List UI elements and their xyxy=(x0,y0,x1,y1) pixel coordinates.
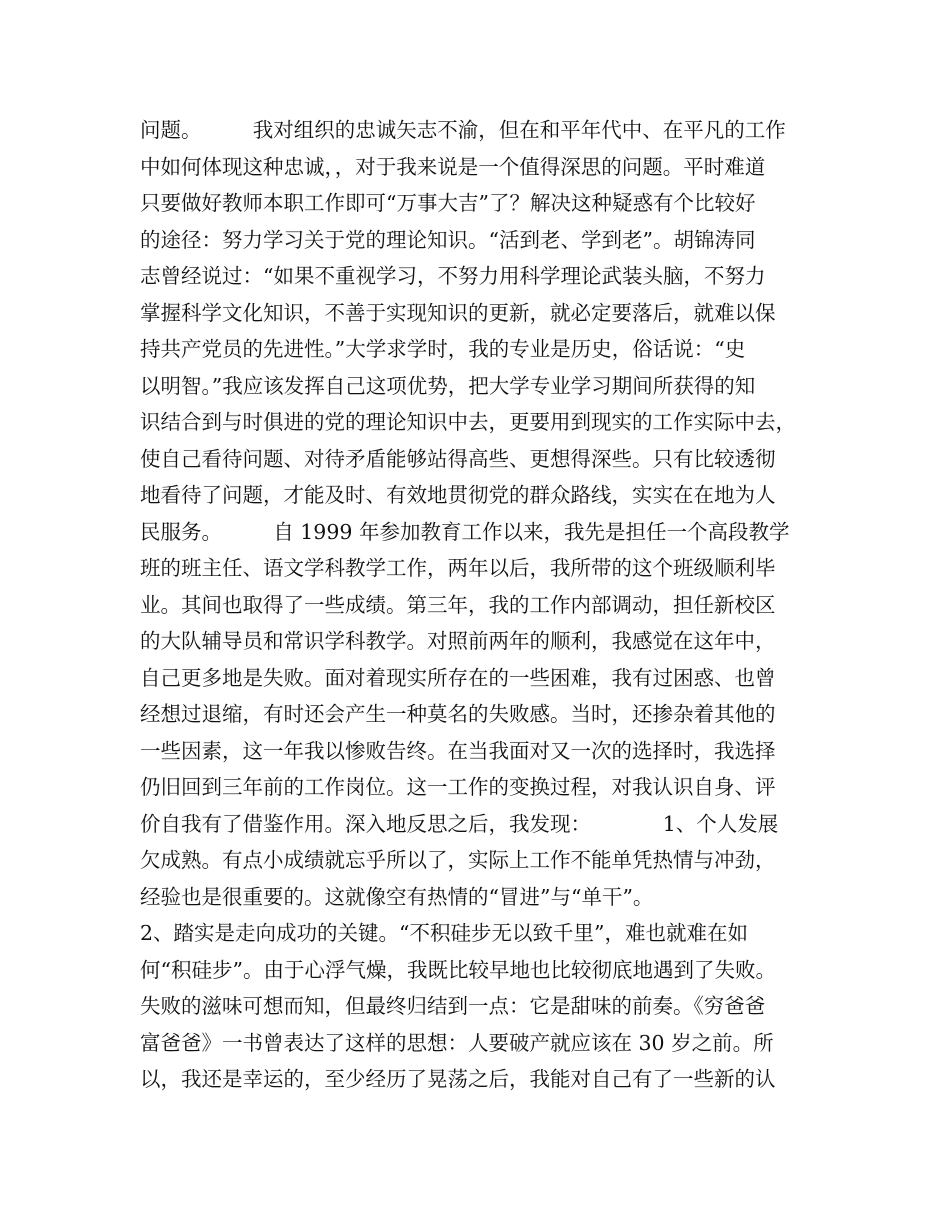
text-line: 失败的滋味可想而知，但最终归结到一点：它是甜味的前奏。《穷爸爸 xyxy=(140,994,766,1018)
text-line: 班的班主任、语文学科教学工作，两年以后，我所带的这个班级顺利毕 xyxy=(140,556,776,580)
body-text xyxy=(140,112,830,1098)
text-line: 志曾经说过：“如果不重视学习，不努力用科学理论武装头脑，不努力 xyxy=(140,264,766,288)
text-line: 地看待了问题，才能及时、有效地贯彻党的群众路线，实实在在地为人 xyxy=(140,483,776,507)
text-line: 价自我有了借鉴作用。深入地反思之后，我发现： 1、个人发展 xyxy=(140,811,779,836)
text-line: 以明智。”我应该发挥自己这项优势，把大学专业学习期间所获得的知 xyxy=(140,373,756,398)
text-line: 经想过退缩，有时还会产生一种莫名的失败感。当时，还掺杂着其他的 xyxy=(140,702,776,726)
text-line: 一些因素，这一年我以惨败告终。在当我面对又一次的选择时，我选择 xyxy=(140,738,776,763)
text-line: 经验也是很重要的。这就像空有热情的“冒进”与“单干”。 xyxy=(140,884,654,909)
text-line: 2、踏实是走向成功的关键。“不积硅步无以致千里”，难也就难在如 xyxy=(140,921,749,945)
text-line: 富爸爸》一书曾表达了这样的思想：人要破产就应该在 30 岁之前。所 xyxy=(140,1030,774,1055)
text-line: 的途径：努力学习关于党的理论知识。“活到老、学到老”。胡锦涛同 xyxy=(140,227,756,252)
text-line: 仍旧回到三年前的工作岗位。这一工作的变换过程，对我认识自身、评 xyxy=(140,775,776,799)
text-line: 自己更多地是失败。面对着现实所存在的一些困难，我有过困惑、也曾 xyxy=(140,665,776,690)
text-line: 的大队辅导员和常识学科教学。对照前两年的顺利，我感觉在这年中， xyxy=(140,629,776,653)
text-line: 业。其间也取得了一些成绩。第三年，我的工作内部调动，担任新校区 xyxy=(140,592,776,617)
text-line: 掌握科学文化知识，不善于实现知识的更新，就必定要落后，就难以保 xyxy=(140,300,776,325)
text-line: 使自己看待问题、对待矛盾能够站得高些、更想得深些。只有比较透彻 xyxy=(140,446,776,471)
text-line: 何“积硅步”。由于心浮气燥，我既比较早地也比较彻底地遇到了失败。 xyxy=(140,957,776,982)
text-line: 只要做好教师本职工作即可“万事大吉”了？解决这种疑惑有个比较好 xyxy=(140,191,756,215)
text-line: 识结合到与时俱进的党的理论知识中去，更要用到现实的工作实际中去， xyxy=(140,410,796,434)
text-line: 以，我还是幸运的，至少经历了晃荡之后，我能对自己有了一些新的认 xyxy=(140,1067,776,1091)
text-line: 持共产党员的先进性。”大学求学时，我的专业是历史，俗话说：“史 xyxy=(140,337,746,361)
text-line: 欠成熟。有点小成绩就忘乎所以了，实际上工作不能单凭热情与冲劲， xyxy=(140,848,776,872)
text-line: 中如何体现这种忠诚，，对于我来说是一个值得深思的问题。平时难道 xyxy=(140,154,766,179)
text-line: 问题。 我对组织的忠诚矢志不渝，但在和平年代中、在平凡的工作 xyxy=(140,118,786,142)
text-line: 民服务。 自 1999 年参加教育工作以来，我先是担任一个高段教学 xyxy=(140,519,790,544)
